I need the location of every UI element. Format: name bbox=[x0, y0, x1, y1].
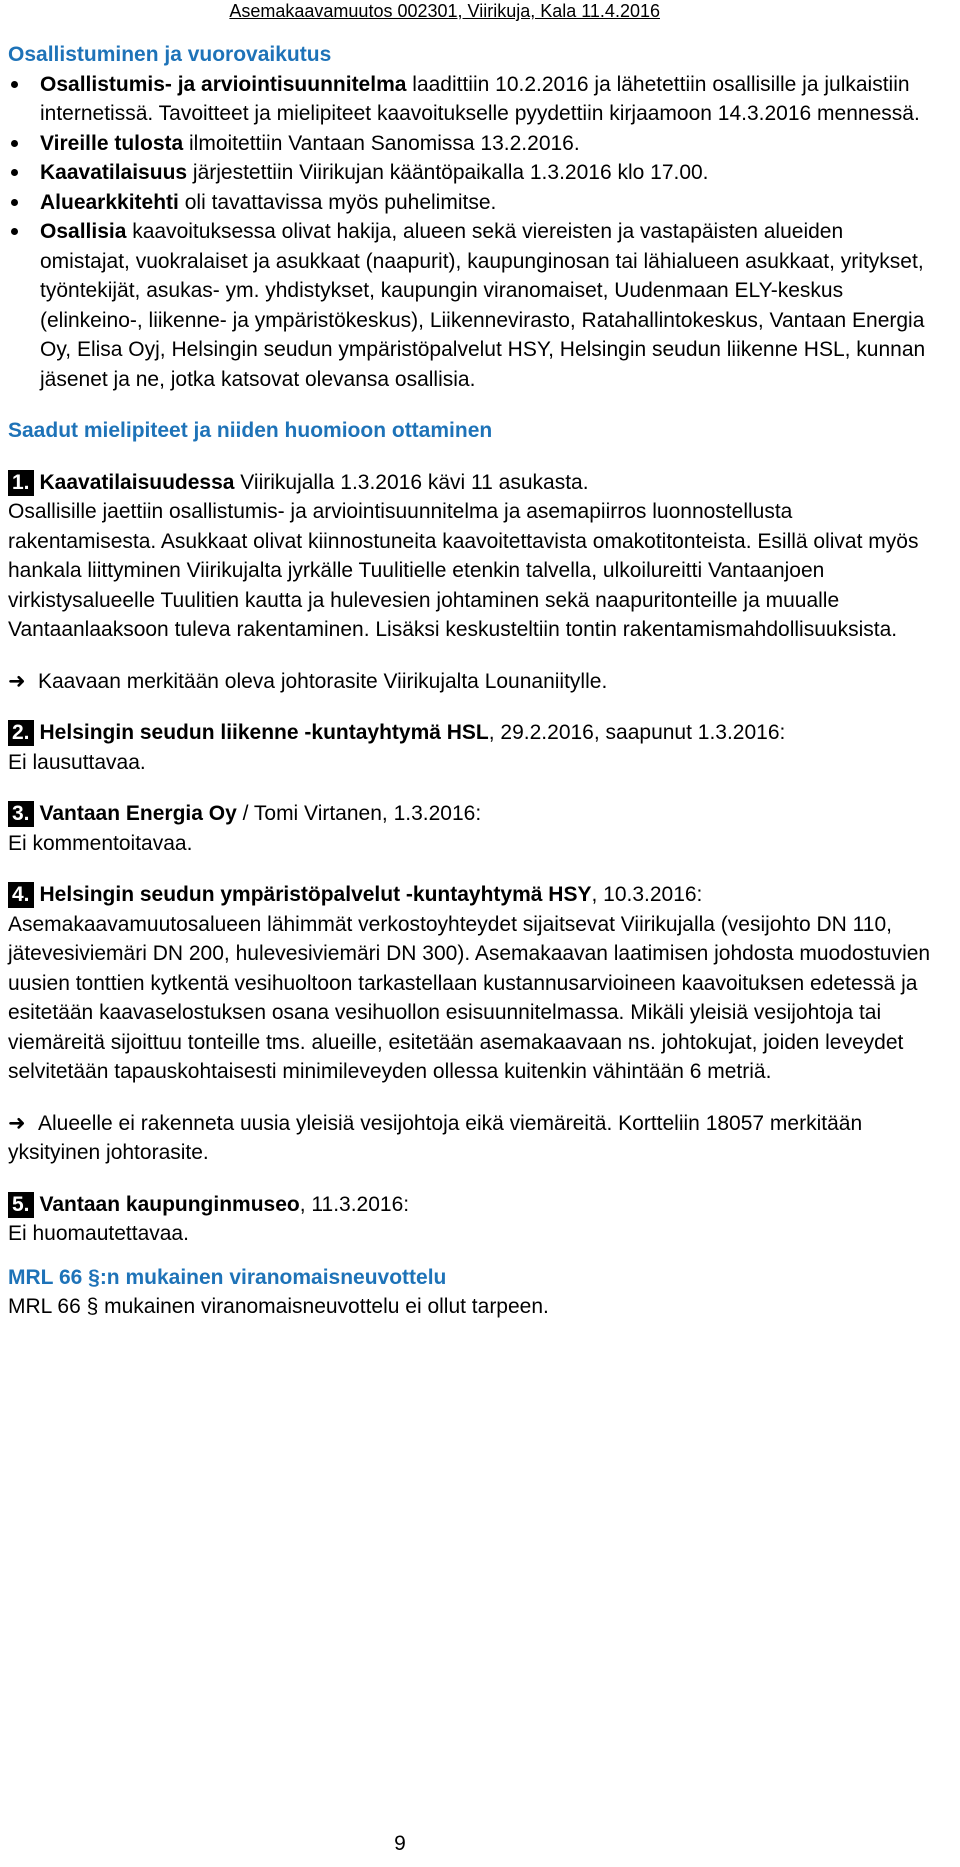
bullet-icon bbox=[11, 81, 18, 88]
header-title: Asemakaavamuutos 002301, Viirikuja, Kala 11.4.2016 bbox=[229, 1, 660, 21]
document-body bbox=[8, 40, 938, 1322]
bullet-icon bbox=[11, 199, 18, 206]
item-body: Asemakaavamuutosalueen lähimmät verkostoyhteydet sijaitsevat Viirikujalla (vesijohto DN 110, jätevesiviemäri DN 200, hulevesiviemäri DN 300). Asemakaavan laatimisen johdosta muodostuvien uusien tonttien kytkentä vesihuoltoon tarkastellaan kustannusarvioineen kaavoituksen edetessä ja esitetään kaavaselostuksen osana vesihuollon esisuunnitelmassa. Mikäli yleisiä vesijohtoja tai viemäreitä sijoittuu tonteille tms. alueille, esitetään asemakaavaan ns. johtokujat, joiden leveydet selvitetään tapauskohtaisesti minimileveyden ollessa kuitenkin vähintään 6 metriä. bbox=[8, 912, 931, 1083]
item-source: Helsingin seudun ympäristöpalvelut -kuntayhtymä HSY bbox=[39, 883, 592, 906]
item-response: ➜ Alueelle ei rakenneta uusia yleisiä vesijohtoja eikä viemäreitä. Kortteliin 18057 merkitään yksityinen johtorasite. bbox=[8, 1109, 938, 1168]
page-number: 9 bbox=[394, 1832, 406, 1855]
negotiation-body: MRL 66 § mukainen viranomaisneuvottelu ei ollut tarpeen. bbox=[8, 1295, 549, 1318]
list-item: Aluearkkitehti oli tavattavissa myös puhelimitse. bbox=[8, 188, 938, 218]
feedback-item-4: 4. Helsingin seudun ympäristöpalvelut -kuntayhtymä HSY, 10.3.2016: Asemakaavamuutosalueen lähimmät verkostoyhteydet sijaitsevat Viirikujalla (vesijohto DN 110, jätevesiviemäri DN 200, hulevesiviemäri DN 300). Asemakaavan laatimisen johdosta muodostuvien uusien tonttien kytkentä vesihuoltoon tarkastellaan kustannusarvioineen kaavoituksen edetessä ja esitetään kaavaselostuksen osana vesihuollon esisuunnitelmassa. Mikäli yleisiä vesijohtoja tai viemäreitä sijoittuu tonteille tms. alueille, esitetään asemakaavaan ns. johtokujat, joiden leveydet selvitetään tapauskohtaisesti minimileveyden ollessa kuitenkin vähintään 6 metriä. ➜ Alueelle ei rakenneta uusia yleisiä vesijohtoja eikä viemäreitä. Kortteliin 18057 merkitään yksityinen johtorasite. bbox=[8, 880, 938, 1168]
bullet-icon bbox=[11, 140, 18, 147]
item-response: ➜ Kaavaan merkitään oleva johtorasite Viirikujalta Lounaniitylle. bbox=[8, 667, 938, 697]
item-body: Osallisille jaettiin osallistumis- ja arviointisuunnitelma ja asemapiirros luonnostellusta rakentamisesta. Asukkaat olivat kiinnostuneita kaavoitettavista omakotitonteista. Esillä olivat myös hankala liittyminen Viirikujalta jyrkälle Tuulitielle etenkin talvella, ulkoilureitti Vantaanjoen virkistysalueelle Tuulitien kautta ja hulevesien johtaminen sekä naapuritonteille ja muualle Vantaanlaaksoon tuleva rakentaminen. Lisäksi keskusteltiin tontin rakentamismahdollisuuksista. bbox=[8, 500, 919, 641]
participation-list bbox=[8, 70, 938, 395]
item-source: Vantaan Energia Oy bbox=[39, 802, 237, 825]
page-header bbox=[140, 0, 660, 28]
section-heading-feedback: Saadut mielipiteet ja niiden huomioon ottaminen bbox=[8, 419, 493, 442]
item-source: Helsingin seudun liikenne -kuntayhtymä HSL bbox=[39, 721, 489, 744]
arrow-right-icon: ➜ bbox=[8, 669, 26, 693]
feedback-item-1: 1. Kaavatilaisuudessa Viirikujalla 1.3.2016 kävi 11 asukasta. Osallisille jaettiin osallistumis- ja arviointisuunnitelma ja asemapiirros luonnostellusta rakentamisesta. Asukkaat olivat kiinnostuneita kaavoitettavista omakotitonteista. Esillä olivat myös hankala liittyminen Viirikujalta jyrkälle Tuulitielle etenkin talvella, ulkoilureitti Vantaanjoen virkistysalueelle Tuulitien kautta ja hulevesien johtaminen sekä naapuritonteille ja muualle Vantaanlaaksoon tuleva rakentaminen. Lisäksi keskusteltiin tontin rakentamismahdollisuuksista. ➜ Kaavaan merkitään oleva johtorasite Viirikujalta Lounaniitylle. bbox=[8, 468, 938, 697]
section-heading-negotiation: MRL 66 §:n mukainen viranomaisneuvottelu bbox=[8, 1265, 447, 1289]
list-item: Osallisia kaavoituksessa olivat hakija, alueen sekä viereisten ja vastapäisten alueiden omistajat, vuokralaiset ja asukkaat (naapurit), kaupunginosan tai lähialueen asukkaat, yritykset, työntekijät, asukas- ym. yhdistykset, kaupungin viranomaiset, Uudenmaan ELY-keskus (elinkeino-, liikenne- ja ympäristökeskus), Liikennevirasto, Ratahallintokeskus, Vantaan Energia Oy, Elisa Oyj, Helsingin seudun ympäristöpalvelut HSY, Helsingin seudun liikenne HSL, kunnan jäsenet ja ne, jotka katsovat olevansa osallisia. bbox=[8, 217, 938, 394]
item-source: Kaavatilaisuudessa bbox=[39, 470, 235, 494]
list-item: Vireille tulosta ilmoitettiin Vantaan Sanomissa 13.2.2016. bbox=[8, 129, 938, 159]
feedback-item-5: 5. Vantaan kaupunginmuseo, 11.3.2016: Ei huomautettavaa. bbox=[8, 1190, 938, 1249]
bullet-icon bbox=[11, 169, 18, 176]
item-body: Ei huomautettavaa. bbox=[8, 1222, 189, 1245]
item-number-badge: 3. bbox=[8, 801, 34, 827]
item-number-badge: 1. bbox=[8, 470, 34, 496]
feedback-item-3: 3. Vantaan Energia Oy / Tomi Virtanen, 1.3.2016: Ei kommentoitavaa. bbox=[8, 799, 938, 858]
item-body: Ei lausuttavaa. bbox=[8, 750, 146, 774]
item-source: Vantaan kaupunginmuseo bbox=[39, 1192, 300, 1216]
item-number-badge: 2. bbox=[8, 720, 34, 746]
item-number-badge: 5. bbox=[8, 1192, 34, 1218]
bullet-icon bbox=[11, 228, 18, 235]
arrow-right-icon: ➜ bbox=[8, 1111, 26, 1135]
item-body: Ei kommentoitavaa. bbox=[8, 831, 193, 855]
list-item: Kaavatilaisuus järjestettiin Viirikujan kääntöpaikalla 1.3.2016 klo 17.00. bbox=[8, 158, 938, 188]
section-heading-participation: Osallistuminen ja vuorovaikutus bbox=[8, 43, 332, 66]
list-item: Osallistumis- ja arviointisuunnitelma laadittiin 10.2.2016 ja lähetettiin osallisille ja julkaistiin internetissä. Tavoitteet ja mielipiteet kaavoitukselle pyydettiin kirjaamoon 14.3.2016 mennessä. bbox=[8, 70, 938, 129]
item-number-badge: 4. bbox=[8, 882, 34, 908]
feedback-item-2: 2. Helsingin seudun liikenne -kuntayhtymä HSL, 29.2.2016, saapunut 1.3.2016: Ei lausuttavaa. bbox=[8, 718, 938, 777]
